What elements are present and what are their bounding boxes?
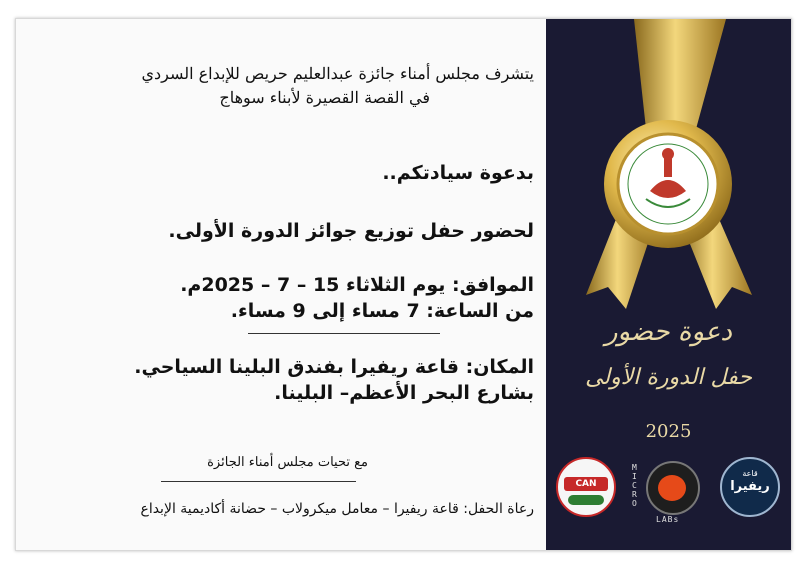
invitation-card [15,18,792,551]
microlab-bottom-text: LABs [656,515,680,524]
place-line-1: المكان: قاعة ريفيرا بفندق البلينا السياحي. [134,356,534,378]
academy-decor [568,495,604,505]
academy-badge: CAN [564,477,608,491]
regards-line: مع تحيات مجلس أمناء الجائزة [207,455,368,470]
riviera-text-1: قاعة [742,469,758,478]
intro-line-2: في القصة القصيرة لأبناء سوهاج [219,88,430,107]
riviera-text-2: ريفيرا [730,479,770,494]
invitation-text-panel [16,19,546,550]
side-subtitle: حفل الدورة الأولى [585,365,752,390]
creativity-academy-logo [556,457,616,517]
microlab-mark [658,475,686,501]
sponsors-line: رعاة الحفل: قاعة ريفيرا – معامل ميكرولاب – حضانة أكاديمية الإبداع [140,501,534,517]
divider-top [248,333,440,334]
divider-bottom [161,481,356,482]
award-medal-ribbon-icon [546,19,791,319]
purpose-line: لحضور حفل توزيع جوائز الدورة الأولى. [168,220,534,242]
greeting: بدعوة سيادتكم.. [382,162,534,184]
side-year: 2025 [645,421,692,442]
riviera-hall-logo [720,457,780,517]
intro-line-1: يتشرف مجلس أمناء جائزة عبدالعليم حريص للإبداع السردي [141,64,534,83]
microlab-vertical-text: MICRO [632,463,638,508]
side-title: دعوة حضور [604,317,733,347]
time-line: من الساعة: 7 مساء إلى 9 مساء. [230,300,534,322]
date-line: الموافق: يوم الثلاثاء 15 – 7 – 2025م. [180,274,534,296]
microlab-logo [646,461,700,515]
place-line-2: بشارع البحر الأعظم– البلينا. [274,382,534,404]
side-panel [546,19,791,550]
